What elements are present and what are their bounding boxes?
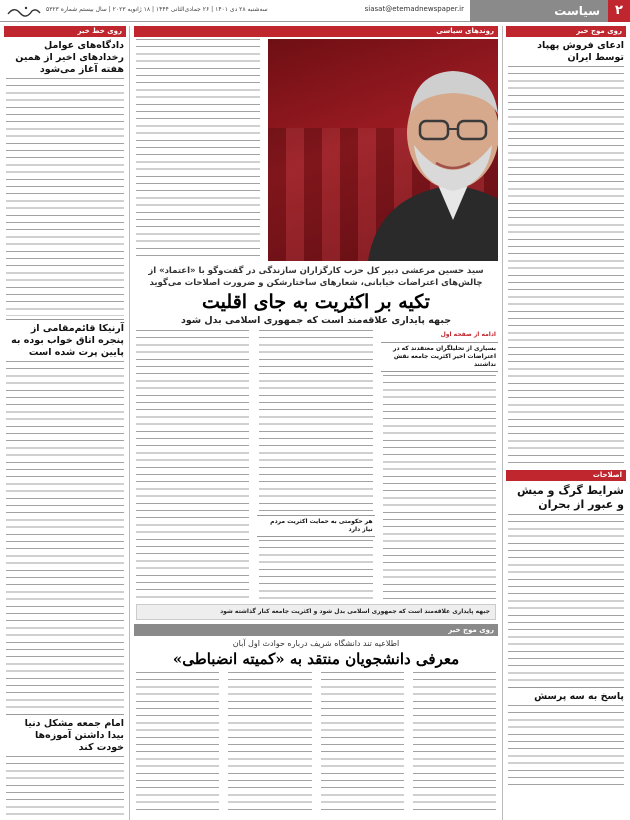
left-article-title-1[interactable]: دادگاه‌های عوامل رخدادهای اخیر از همین هفته آغاز می‌شود <box>15 40 124 75</box>
main-headline[interactable]: تکیه بر اکثریت به جای اقلیت <box>202 291 430 313</box>
pull-quote-2: هر حکومتی به حمایت اکثریت مردم نیاز دارد <box>257 515 374 537</box>
main-photo-wrapper <box>268 39 498 261</box>
right-article-body-3 <box>506 705 626 785</box>
left-article-body-1 <box>4 78 126 316</box>
column-divider <box>129 26 130 820</box>
page-number: ۲ <box>608 0 630 22</box>
body-col-middle <box>257 330 374 600</box>
right-kicker-1: روی موج خبر <box>506 26 626 37</box>
left-article-title-3[interactable]: امام جمعه مشکل دنیا بیدا داشتن آموزه‌ها خودت کند <box>6 714 124 754</box>
section-title: سیاست <box>470 0 608 22</box>
main-column <box>134 26 498 820</box>
section-email[interactable]: siasat@etemadnewspaper.ir <box>364 5 464 13</box>
right-article-title-1[interactable]: ادعای فروش پهپاد توسط ایران <box>537 40 624 63</box>
bottom-story-headline[interactable]: معرفی دانشجویان منتقد به «کمیته انضباطی» <box>172 650 460 668</box>
page-header <box>0 0 630 22</box>
left-article-title-2[interactable]: آرنیکا قائم‌مقامی از پنجره اتاق خواب بوده به پایین پرت شده است <box>6 319 124 359</box>
right-kicker-2: اصلاحات <box>506 470 626 481</box>
pull-quote-1: بسیاری از تحلیلگران معتقدند که در اعتراضات اخیر اکثریت جامعه نقش نداشتند <box>381 342 498 372</box>
main-body-columns <box>134 330 498 600</box>
column-divider <box>502 26 503 820</box>
photo-caption: سید حسین مرعشی دبیر کل حزب کارگزاران سازندگی در گفت‌وگو با «اعتماد» از چالش‌های اعتراضات خیابانی، شعارهای ساختارشکن و ضرورت اصلاحات می‌گوید <box>148 266 484 288</box>
right-article-title-2[interactable]: شرایط گرگ و میش و عبور از بحران <box>516 484 624 511</box>
body-col-right <box>381 330 498 600</box>
main-kicker: روندهای سیاسی <box>134 26 498 37</box>
left-kicker-1: روی خط خبر <box>4 26 126 37</box>
main-intro-text <box>134 39 262 261</box>
left-article-body-2 <box>4 361 126 711</box>
left-article-body-3 <box>4 756 126 820</box>
right-article-body-2 <box>506 514 626 684</box>
body-col-left <box>134 330 251 600</box>
bottom-story-body <box>134 672 498 812</box>
highlight-box: جبهه پایداری علاقه‌مند است که جمهوری اسلامی بدل شود و اکثریت جامعه کنار گذاشته شود <box>136 604 496 620</box>
main-subhead: جبهه پایداری علاقه‌مند است که جمهوری اسلامی بدل شود <box>180 315 452 326</box>
bottom-section-kicker: روی موج خبر <box>134 624 498 636</box>
byline: ادامه از صفحه اول <box>440 331 496 338</box>
right-column <box>506 26 626 820</box>
interview-photo <box>268 39 498 261</box>
bottom-story-kicker: اطلاعیه تند دانشگاه شریف درباره حوادث اول آبان <box>232 639 400 648</box>
right-article-body-1 <box>506 66 626 466</box>
left-column <box>4 26 126 820</box>
newspaper-logo <box>6 4 42 18</box>
portrait-figure <box>358 45 498 261</box>
right-article-title-3[interactable]: پاسخ به سه پرسش <box>508 687 624 703</box>
date-line: سه‌شنبه ۲۸ دی ۱۴۰۱ | ۲۶ جمادی‌الثانی ۱۴۴۴ | ۱۸ ژانویه ۲۰۲۳ | سال بیستم شماره ۵۳۲۳ <box>46 6 268 13</box>
